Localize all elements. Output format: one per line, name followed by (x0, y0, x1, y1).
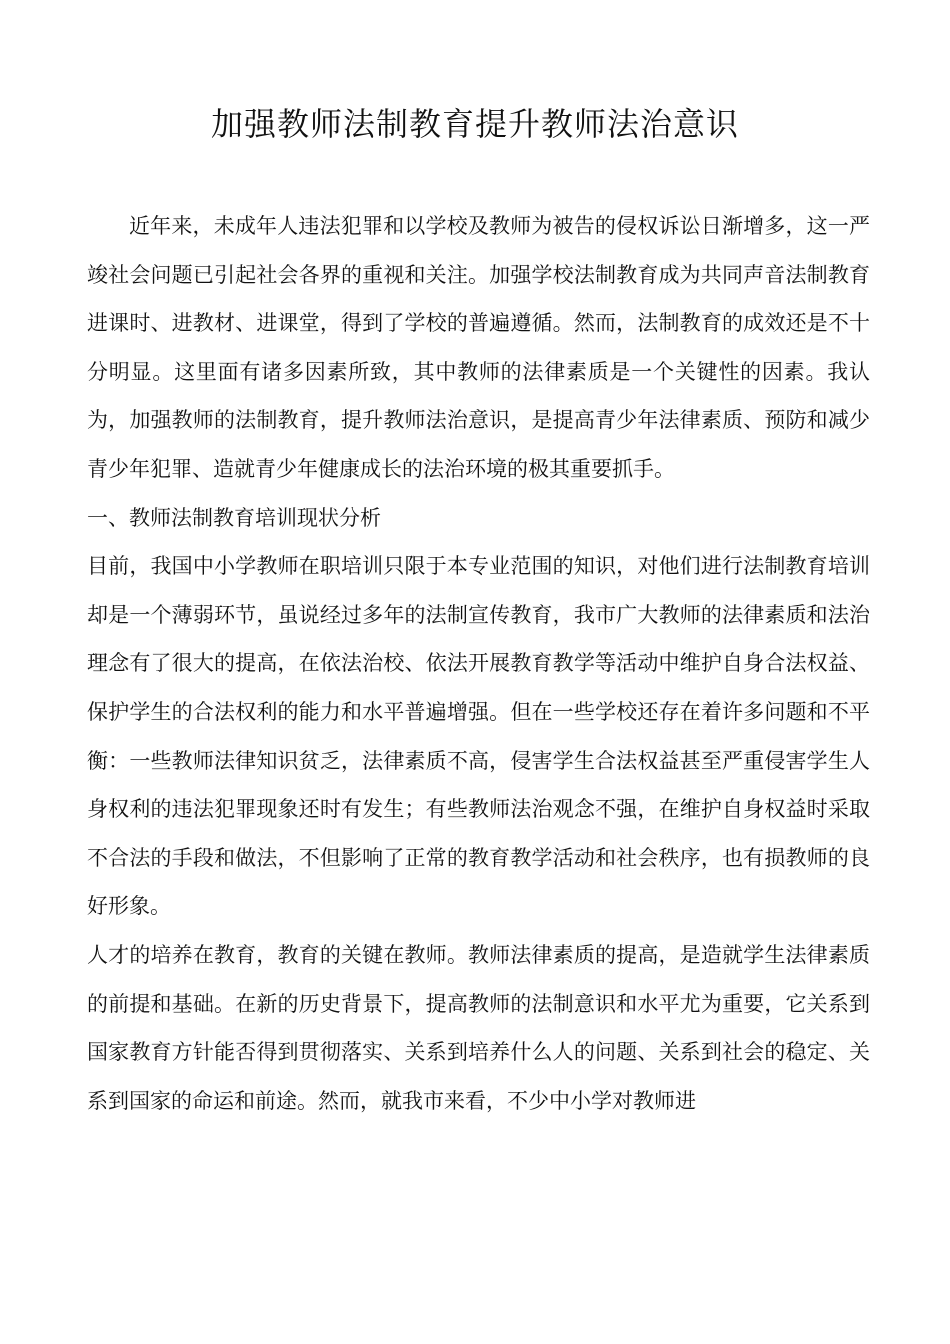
paragraph-intro: 近年来，未成年人违法犯罪和以学校及教师为被告的侵权诉讼日渐增多，这一严竣社会问题已引起社会各界的重视和关注。加强学校法制教育成为共同声音法制教育进课时、进教材、进课堂，得到了学校的普遍遵循。然而，法制教育的成效还是不十分明显。这里面有诸多因素所致，其中教师的法律素质是一个关键性的因素。我认为，加强教师的法制教育，提升教师法治意识，是提高青少年法律素质、预防和减少青少年犯罪、造就青少年健康成长的法治环境的极其重要抓手。 (87, 214, 870, 481)
document-title: 加强教师法制教育提升教师法治意识 (210, 105, 739, 143)
document-body (87, 202, 870, 1125)
paragraph-teacher-key: 人才的培养在教育，教育的关键在教师。教师法律素质的提高，是造就学生法律素质的前提和基础。在新的历史背景下，提高教师的法制意识和水平尤为重要，它关系到国家教育方针能否得到贯彻落实、关系到培养什么人的问题、关系到社会的稳定、关系到国家的命运和前途。然而，就我市来看，不少中小学对教师进 (87, 942, 870, 1113)
section-heading: 一、教师法制教育培训现状分析 (87, 505, 381, 530)
paragraph-current-status: 目前，我国中小学教师在职培训只限于本专业范围的知识，对他们进行法制教育培训却是一个薄弱环节，虽说经过多年的法制宣传教育，我市广大教师的法律素质和法治理念有了很大的提高，在依法治校、依法开展教育教学等活动中维护自身合法权益、保护学生的合法权利的能力和水平普遍增强。但在一些学校还存在着许多问题和不平衡：一些教师法律知识贫乏，法律素质不高，侵害学生合法权益甚至严重侵害学生人身权利的违法犯罪现象还时有发生；有些教师法治观念不强，在维护自身权益时采取不合法的手段和做法，不但影响了正常的教育教学活动和社会秩序，也有损教师的良好形象。 (87, 554, 870, 919)
